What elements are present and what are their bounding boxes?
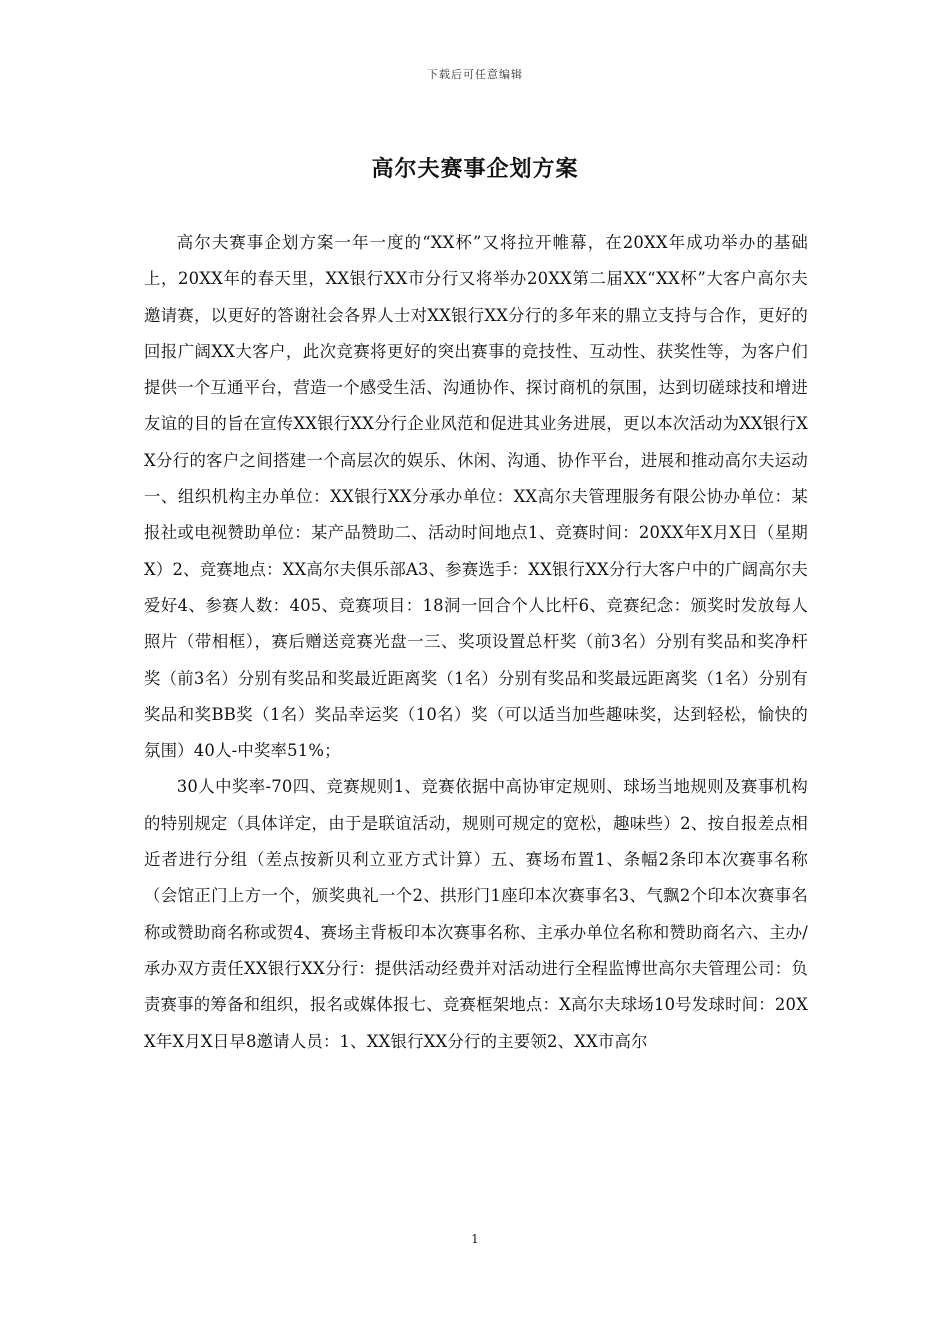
body-paragraph-1: 高尔夫赛事企划方案一年一度的“XX杯”又将拉开帷幕，在20XX年成功举办的基础上，20XX年的春天里，XX银行XX市分行又将举办20XX第二届XX“XX杯”大客户高尔夫邀请赛，以更好的答谢社会各界人士对XX银行XX分行的多年来的鼎立支持与合作，更好的回报广阔XX大客户，此次竞赛将更好的突出赛事的竞技性、互动性、获奖性等，为客户们提供一个互通平台，营造一个感受生活、沟通协作、探讨商机的氛围，达到切磋球技和增进友谊的目的旨在宣传XX银行XX分行企业风范和促进其业务进展，更以本次活动为XX银行XX分行的客户之间搭建一个高层次的娱乐、休闲、沟通、协作平台，进展和推动高尔夫运动一、组织机构主办单位：XX银行XX分承办单位：XX高尔夫管理服务有限公协办单位：某报社或电视赞助单位：某产品赞助二、活动时间地点1、竞赛时间：20XX年X月X日（星期X）2、竞赛地点：XX高尔夫俱乐部A3、参赛选手：XX银行XX分行大客户中的广阔高尔夫爱好4、参赛人数：405、竞赛项目：18洞一回合个人比杆6、竞赛纪念：颁奖时发放每人照片（带相框），赛后赠送竞赛光盘一三、奖项设置总杆奖（前3名）分别有奖品和奖净杆奖（前3名）分别有奖品和奖最近距离奖（1名）分别有奖品和奖最远距离奖（1名）分别有奖品和奖BB奖（1名）奖品幸运奖（10名）奖（可以适当加些趣味奖，达到轻松，愉快的氛围）40人-中奖率51%； <box>144 233 808 761</box>
document-body <box>144 225 808 1060</box>
document-title: 高尔夫赛事企划方案 <box>371 156 579 182</box>
page-number: 1 <box>471 1232 479 1246</box>
body-paragraph-2: 30人中奖率-70四、竞赛规则1、竞赛依据中高协审定规则、球场当地规则及赛事机构的特别规定（具体详定，由于是联谊活动，规则可规定的宽松，趣味些）2、按自报差点相近者进行分组（差点按新贝利立亚方式计算）五、赛场布置1、条幅2条印本次赛事名称（会馆正门上方一个，颁奖典礼一个2、拱形门1座印本次赛事名3、气飘2个印本次赛事名称或赞助商名称或贺4、赛场主背板印本次赛事名称、主承办单位名称和赞助商名六、主办/承办双方责任XX银行XX分行：提供活动经费并对活动进行全程监博世高尔夫管理公司：负责赛事的筹备和组织，报名或媒体报七、竞赛框架地点：X高尔夫球场10号发球时间：20XX年X月X日早8邀请人员：1、XX银行XX分行的主要领2、XX市高尔 <box>144 777 808 1051</box>
header-note: 下载后可任意编辑 <box>427 68 523 81</box>
